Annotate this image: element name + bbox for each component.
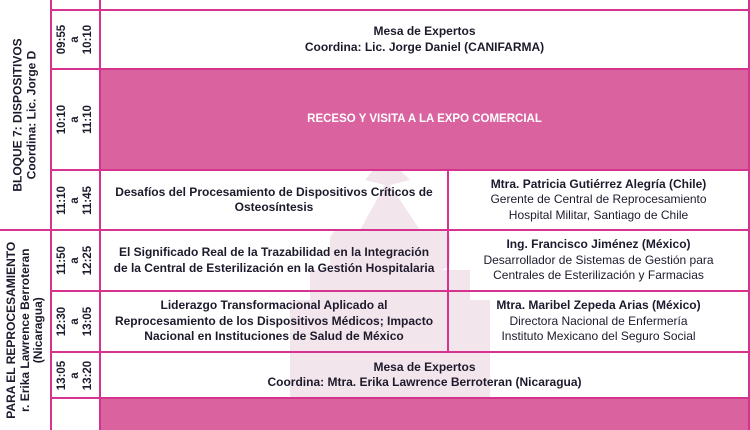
session-country: (Nicaragua)	[30, 297, 45, 364]
panel-title: Mesa de Expertos	[373, 359, 476, 374]
time-slot	[52, 292, 99, 351]
time-slot	[52, 231, 99, 290]
speaker-role: Gerente de Central de Reprocesamiento	[490, 192, 707, 207]
panel-cell	[101, 353, 748, 397]
time-start: 12:30	[55, 306, 68, 337]
time-slot	[52, 353, 99, 397]
time-start: 13:05	[55, 360, 68, 390]
session-bloque7	[0, 0, 50, 229]
speaker-institution: Hospital Militar, Santiago de Chile	[508, 207, 689, 222]
time-end: 13:05	[81, 306, 94, 337]
time-start: 09:55	[55, 24, 68, 55]
speaker-cell	[449, 292, 748, 351]
time-end: 10:10	[81, 24, 94, 55]
speaker-name: Ing. Francisco Jiménez (México)	[506, 237, 691, 252]
time-sep: a	[68, 257, 81, 264]
time-start: 11:50	[55, 246, 68, 275]
topic-cell	[101, 231, 447, 290]
time-slot	[52, 70, 99, 169]
time-sep: a	[68, 318, 81, 325]
session-title: PARA EL REPROCESAMIENTO	[3, 242, 18, 419]
time-slot	[52, 171, 99, 229]
speaker-cell	[449, 231, 748, 290]
time-end: 11:45	[82, 185, 94, 215]
session-bloque8	[0, 231, 50, 430]
topic-title: El Significado Real de la Trazabilidad en la Integración de la Central de Esterilización en la Gestión Hospitalaria	[113, 245, 435, 275]
session-coordinator: r. Erika Lawrence Berroteran	[17, 248, 32, 413]
panel-title: Mesa de Expertos	[373, 24, 476, 38]
recess-cell	[101, 70, 748, 169]
time-start: 11:10	[56, 185, 68, 215]
panel-cell	[101, 11, 748, 68]
panel-coordinator: Coordina: Lic. Jorge Daniel (CANIFARMA)	[304, 39, 545, 54]
time-end: 13:20	[81, 360, 94, 390]
session-title: BLOQUE 7: DISPOSITIVOS	[11, 37, 26, 192]
speaker-name: Mtra. Maribel Zepeda Arias (México)	[496, 298, 701, 313]
topic-cell	[101, 292, 447, 351]
time-sep: a	[69, 196, 81, 204]
topic-title: Liderazgo Transformacional Aplicado al Reprocesamiento de los Dispositivos Médicos; Impacto Nacional en Instituciones de Salud de México	[114, 298, 434, 344]
session-coordinator: Coordina: Lic. Jorge D	[25, 50, 40, 179]
speaker-role: Directora Nacional de Enfermería	[509, 313, 688, 328]
time-start: 10:10	[55, 104, 68, 135]
time-sep: a	[68, 36, 81, 43]
border-h-7	[51, 397, 750, 399]
time-end: 11:10	[81, 105, 94, 134]
bottom-band	[100, 398, 750, 430]
recess-label: RECESO Y VISITA A LA EXPO COMERCIAL	[307, 112, 542, 125]
speaker-institution: Instituto Mexicano del Seguro Social	[501, 329, 696, 344]
time-slot	[52, 11, 99, 68]
speaker-cell	[449, 171, 748, 229]
time-sep: a	[68, 371, 81, 379]
speaker-institution: Centrales de Esterilización y Farmacias	[493, 268, 704, 283]
topic-cell	[101, 171, 447, 229]
panel-coordinator: Coordina: Mtra. Erika Lawrence Berroteran (Nicaragua)	[267, 375, 582, 389]
speaker-name: Mtra. Patricia Gutiérrez Alegría (Chile)	[490, 176, 707, 191]
time-end: 12:25	[81, 245, 94, 276]
topic-title: Desafíos del Procesamiento de Dispositivos Críticos de Osteosíntesis	[115, 184, 433, 214]
time-sep: a	[68, 116, 81, 123]
speaker-role: Desarrollador de Sistemas de Gestión para	[483, 252, 714, 267]
